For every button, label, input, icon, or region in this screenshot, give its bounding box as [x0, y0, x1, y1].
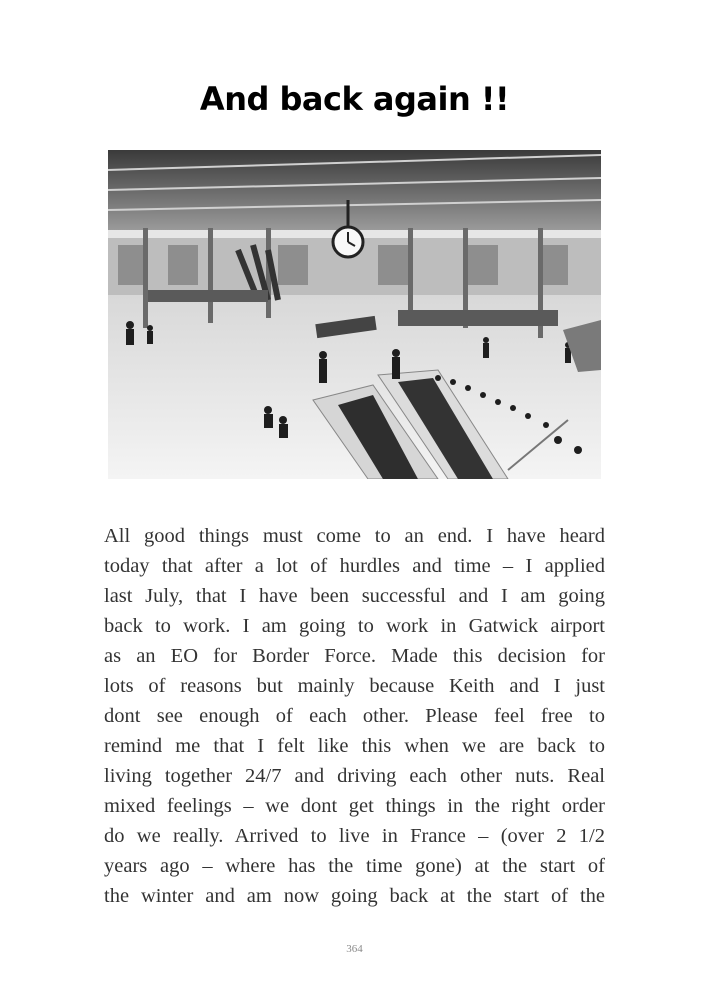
text-line: remind me that I felt like this when we are back to	[104, 735, 605, 757]
text-line: the winter and am now going back at the start of the	[104, 885, 605, 907]
text-line: All good things must come to an end. I have heard	[104, 525, 605, 547]
text-line: do we really. Arrived to live in France – (over 2 1/2	[104, 825, 605, 847]
text-line: mixed feelings – we dont get things in the right order	[104, 795, 605, 817]
text-line: back to work. I am going to work in Gatwick airport	[104, 615, 605, 637]
page-title: And back again !!	[199, 80, 510, 118]
text-line: today that after a lot of hurdles and time – I applied	[104, 555, 605, 577]
airport-terminal-photo	[108, 150, 601, 479]
text-line: as an EO for Border Force. Made this decision for	[104, 645, 605, 667]
text-line: living together 24/7 and driving each other nuts. Real	[104, 765, 605, 787]
body-paragraph	[104, 521, 605, 911]
text-line: lots of reasons but mainly because Keith and I just	[104, 675, 605, 697]
page-number: 364	[346, 943, 363, 955]
text-line: dont see enough of each other. Please feel free to	[104, 705, 605, 727]
text-line: last July, that I have been successful and I am going	[104, 585, 605, 607]
text-line: years ago – where has the time gone) at the start of	[104, 855, 605, 877]
